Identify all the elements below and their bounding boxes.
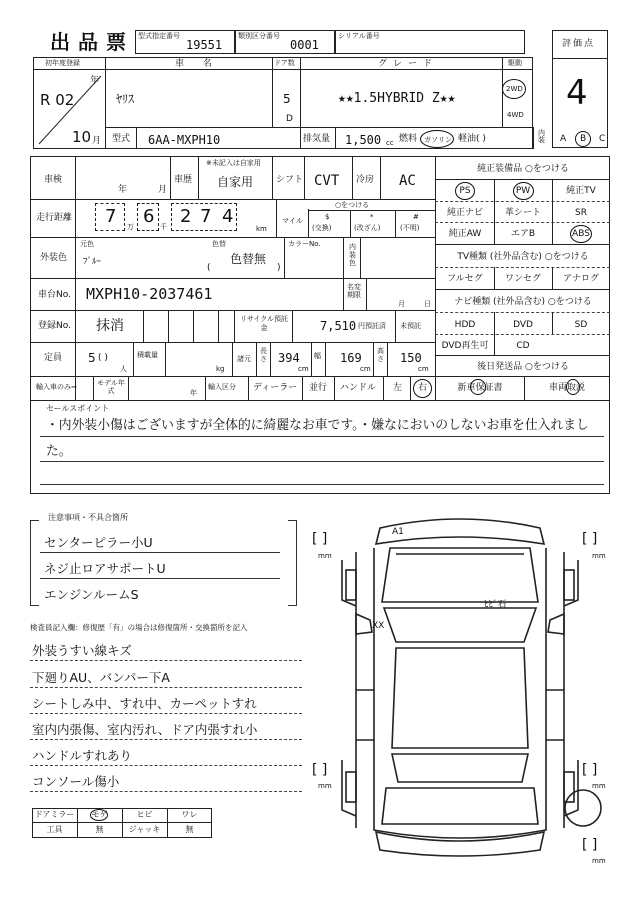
color-orig: ﾌﾞﾙｰ	[83, 257, 102, 267]
mileage-opt3: #	[413, 213, 419, 221]
width: 169	[340, 351, 362, 365]
tools-value: 無	[95, 825, 104, 834]
mm-rear-left: mm	[318, 782, 332, 790]
recycle-label: リサイクル預託金	[239, 315, 289, 333]
type-label: 型式	[112, 134, 131, 144]
bracket-spare: [ ]	[582, 837, 598, 853]
car-name-label: 車 名	[175, 59, 220, 69]
diesel-paren: ( )	[476, 134, 486, 144]
inspection-label: 車検	[44, 175, 63, 185]
fuel-label: 燃料	[399, 134, 418, 144]
mileage-opt1: $	[325, 213, 330, 221]
sales-line-2: た。	[46, 444, 72, 459]
recycle-pending: 未預託	[400, 322, 421, 330]
jack-label: ジャッキ	[128, 825, 161, 834]
type: 6AA-MXPH10	[148, 133, 221, 147]
mileage-note-header: ○をつける	[335, 201, 370, 209]
width-unit: cm	[360, 365, 371, 373]
mileage-mile: マイル	[282, 217, 303, 225]
opt-sr: SR	[575, 208, 587, 218]
ac: AC	[399, 173, 416, 189]
model-year-unit: 年	[190, 389, 197, 397]
mileage-opt2: *	[370, 213, 374, 221]
name-change-label: 名変期限	[347, 283, 361, 300]
inspection-month: 月	[158, 185, 168, 195]
notes-item-3: エンジンルームS	[44, 587, 139, 602]
shift-label: シフト	[276, 175, 304, 185]
capacity-unit: 人	[120, 365, 127, 373]
height-label: 高さ	[377, 347, 384, 364]
tv-oneseg: ワンセグ	[504, 274, 541, 284]
color-change-label: 色替	[212, 240, 226, 248]
chassis: MXPH10-2037461	[86, 285, 213, 303]
opt-ps: PS	[459, 186, 471, 196]
color-no-label: カラーNo.	[288, 240, 321, 248]
doors-sub: D	[286, 114, 293, 124]
car-diagram	[300, 510, 620, 870]
sales-line-1: ・内外装小傷はございますが全体的に綺麗なお車です。・嫌なにおいのしないお車を仕入れまし	[46, 418, 589, 433]
reg-no-label: 登録No.	[38, 321, 71, 331]
history: 自家用	[217, 175, 254, 189]
first-reg-month: 10	[72, 128, 92, 146]
length-label: 長さ	[260, 347, 267, 364]
opt-ps-circle	[455, 182, 475, 200]
navi-dvd: DVD	[513, 320, 533, 330]
color-change-close-paren: )	[277, 263, 281, 273]
mileage-unit-man: 万	[127, 223, 134, 231]
dealer: ディーラー	[253, 383, 298, 393]
diesel-label: 軽油	[458, 134, 477, 144]
delivery-header: 後日発送品 ○をつける	[477, 362, 569, 372]
tv-analog: アナログ	[562, 274, 599, 284]
bracket-front-left: [ ]	[312, 531, 328, 547]
parallel: 並行	[309, 383, 328, 393]
mileage-unit-sen: 千	[160, 223, 167, 231]
notes-header: 注意事項・不具合箇所	[48, 513, 128, 522]
name-change-month: 月	[398, 300, 405, 308]
car-name: ﾔﾘｽ	[116, 92, 135, 106]
mileage-opt3-sub: (不明)	[400, 224, 420, 232]
delivery-warranty-circle	[470, 379, 486, 395]
drive-2wd-circle	[502, 79, 526, 99]
interior-b-circle	[575, 131, 591, 147]
opt-aw: 純正AW	[448, 229, 482, 239]
mirror-label: ドアミラー	[34, 810, 75, 819]
mirror-ware: ワレ	[181, 810, 198, 819]
diagram-mark-hibi: ﾋﾋﾞ石	[484, 600, 507, 610]
interior-a: A	[560, 134, 567, 144]
inspection-year: 年	[118, 185, 128, 195]
length-unit: cm	[298, 365, 309, 373]
interior-b: B	[580, 134, 587, 144]
opt-abs-circle	[570, 225, 592, 243]
opt-airbag: エアB	[510, 229, 536, 239]
class-no: 0001	[290, 38, 319, 52]
navi-sd: SD	[574, 320, 588, 330]
opt-abs: ABS	[572, 229, 590, 239]
delivery-warranty: 新車保証書	[457, 383, 503, 393]
capacity-label: 定員	[44, 353, 63, 363]
fuel-value: ガソリン	[424, 136, 452, 144]
recycle-unit: 円預託済	[358, 322, 386, 330]
displacement-unit: cc	[386, 139, 394, 147]
import-class-label: 輸入区分	[208, 383, 236, 391]
genuine-header: 純正装備品 ○をつける	[477, 164, 569, 174]
inspector-item-5: ハンドルすれあり	[32, 748, 133, 763]
drive-2wd: 2WD	[506, 85, 523, 93]
capacity: 5	[88, 351, 96, 365]
color-label: 外装色	[40, 253, 68, 263]
grade-label: グレード	[378, 59, 439, 69]
delivery-manual: 車両取説	[548, 383, 585, 393]
notes-item-1: センターピラー小U	[44, 535, 153, 550]
width-label: 幅	[314, 352, 321, 360]
fuel-circle	[420, 130, 454, 148]
mileage-digit-2: 6	[143, 206, 155, 227]
diagram-mark-a1: A1	[392, 527, 404, 537]
displacement-label: 排気量	[303, 134, 331, 144]
reg-no: 抹消	[96, 318, 124, 334]
mileage-digit-3: 2	[180, 206, 192, 227]
inspector-header: 検査員記入欄：修復歴「有」の場合は修復箇所・交換箇所を記入	[30, 623, 248, 632]
mileage-digit-1: 7	[105, 206, 117, 227]
tools-label: 工具	[46, 825, 63, 834]
handle-right: 右	[418, 383, 428, 393]
load-label: 積載量	[137, 351, 158, 359]
model-year-label: モデル年式	[97, 379, 125, 396]
inspector-item-4: 室内内張傷、室内汚れ、ドア内張すれ小	[32, 722, 258, 737]
load-unit: kg	[216, 365, 225, 373]
dvd-label: DVD再生可	[441, 341, 489, 351]
history-note: ※未記入は自家用	[206, 159, 261, 167]
dvd-cd: CD	[516, 341, 530, 351]
serial-label: シリアル番号	[338, 32, 380, 40]
inspector-item-3: シートしみ中、すれ中、カーペットすれ	[32, 696, 257, 711]
doors: 5	[283, 92, 291, 106]
diagram-mark-xx: XX	[372, 621, 385, 631]
opt-pw: PW	[515, 186, 531, 196]
interior-color-label: 内装色	[349, 243, 356, 268]
handle-right-circle	[413, 379, 432, 398]
jack-value: 無	[185, 825, 194, 834]
handle-label: ハンドル	[340, 383, 377, 393]
length: 394	[278, 351, 300, 365]
tv-header: TV種類 (社外品含む) ○をつける	[457, 252, 589, 262]
bracket-rear-left: [ ]	[312, 762, 328, 778]
score-value: 4	[566, 73, 588, 113]
mm-front-left: mm	[318, 552, 332, 560]
recycle-amount: 7,510	[320, 319, 357, 333]
first-reg-label: 初年度登録	[45, 59, 80, 67]
opt-pw-circle	[513, 182, 534, 200]
page-title: 出品票	[50, 30, 134, 54]
opt-tv: 純正TV	[566, 186, 596, 196]
class-label: 類別区分番号	[238, 32, 280, 40]
inspector-item-1: 外装うすい線キズ	[32, 643, 132, 658]
delivery-manual-circle	[566, 379, 580, 395]
notes-item-2: ネジ止ロアサポートU	[44, 561, 166, 576]
mileage-unit-km: km	[256, 225, 267, 233]
model-cert-no: 19551	[186, 38, 223, 52]
sales-label: セールスポイント	[46, 404, 110, 413]
navi-hdd: HDD	[454, 320, 476, 330]
opt-navi: 純正ナビ	[446, 208, 483, 218]
ac-label: 冷房	[356, 175, 375, 185]
drive-4wd: 4WD	[507, 111, 524, 119]
mirror-moge: モゲ	[91, 810, 108, 819]
mileage-digit-4: 7	[200, 206, 212, 227]
height: 150	[400, 351, 422, 365]
notes-bracket-right	[288, 520, 297, 606]
grade: ★★1.5HYBRID Z★★	[338, 91, 456, 106]
chassis-label: 車台No.	[38, 290, 71, 300]
inspector-item-6: コンソール傷小	[32, 774, 120, 789]
mm-front-right: mm	[592, 552, 606, 560]
inspector-item-2: 下廻りAU、バンパー下A	[32, 670, 170, 685]
capacity-paren: ( )	[98, 353, 108, 363]
mileage-label: 走行距離	[36, 213, 73, 223]
mileage-opt2-sub: (改ざん)	[354, 224, 381, 232]
notes-bracket-left	[30, 520, 39, 606]
first-reg-year-unit: 年	[90, 76, 100, 86]
first-reg-month-unit: 月	[92, 136, 102, 146]
navi-header: ナビ種類 (社外品含む) ○をつける	[454, 297, 592, 307]
drive-label: 駆動	[508, 59, 522, 67]
color-orig-label: 元色	[80, 240, 94, 248]
name-change-day: 日	[424, 300, 431, 308]
mirror-hibi: ヒビ	[136, 810, 153, 819]
dims-label: 諸元	[237, 355, 251, 363]
mileage-digit-5: 4	[222, 206, 234, 227]
displacement: 1,500	[345, 133, 382, 147]
height-unit: cm	[418, 365, 429, 373]
mirror-moge-circle	[90, 809, 108, 821]
interior-c: C	[599, 134, 606, 144]
interior-label: 内装	[538, 129, 545, 144]
first-reg-era-year: R 02	[40, 91, 75, 109]
tv-fullseg: フルセグ	[447, 274, 483, 284]
mm-rear-right: mm	[592, 782, 606, 790]
history-label: 車歴	[174, 175, 193, 185]
handle-left: 左	[393, 383, 403, 393]
import-label: 輸入車のみ⇒	[36, 383, 77, 391]
mileage-opt1-sub: (交換)	[312, 224, 332, 232]
bracket-rear-right: [ ]	[582, 762, 598, 778]
opt-leather: 革シート	[504, 208, 541, 218]
mm-spare: mm	[592, 857, 606, 865]
color-change: 色替無	[230, 252, 267, 266]
shift: CVT	[314, 173, 340, 189]
bracket-front-right: [ ]	[582, 531, 598, 547]
score-label: 評価点	[562, 39, 596, 49]
doors-label: ドア数	[274, 59, 295, 67]
color-change-open-paren: (	[207, 263, 211, 273]
model-cert-label: 型式指定番号	[138, 32, 180, 40]
